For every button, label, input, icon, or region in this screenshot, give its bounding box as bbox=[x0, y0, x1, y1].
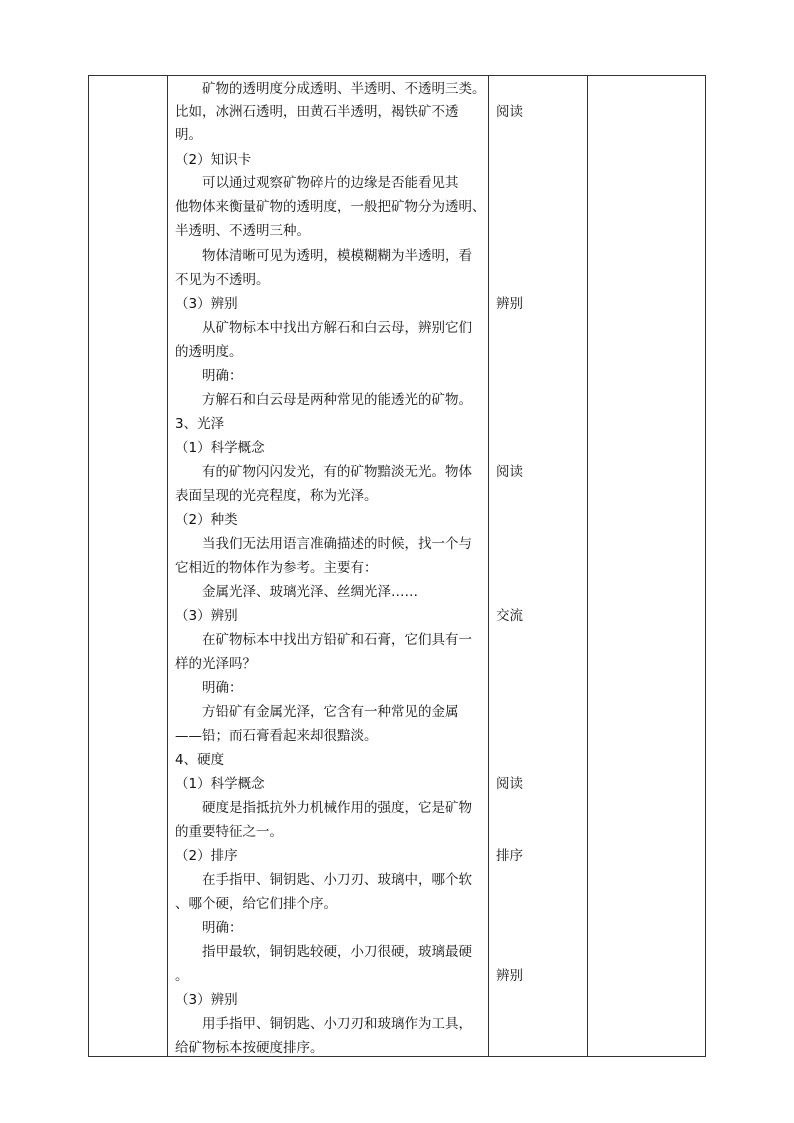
content-line: （3）辨别 bbox=[175, 608, 238, 624]
content-line: 他物体来衡量矿物的透明度，一般把矿物分为透明、 bbox=[175, 199, 486, 215]
content-line: （2）种类 bbox=[175, 512, 238, 528]
content-line: 用手指甲、铜钥匙、小刀刃和玻璃作为工具， bbox=[202, 1016, 472, 1032]
content-line: 。 bbox=[175, 968, 189, 984]
content-line: 比如，冰洲石透明，田黄石半透明，褐铁矿不透 bbox=[175, 104, 459, 120]
column-divider-3 bbox=[587, 76, 588, 1056]
content-line: 指甲最软，铜钥匙较硬，小刀很硬，玻璃最硬 bbox=[202, 944, 472, 960]
content-line: 4、硬度 bbox=[175, 752, 225, 768]
content-line: 给矿物标本按硬度排序。 bbox=[175, 1040, 324, 1056]
activity-label: 辨别 bbox=[496, 296, 523, 312]
content-line: 在手指甲、铜钥匙、小刀刃、玻璃中，哪个软 bbox=[202, 872, 472, 888]
content-line: 物体清晰可见为透明，模模糊糊为半透明，看 bbox=[202, 248, 472, 264]
content-line: 可以通过观察矿物碎片的边缘是否能看见其 bbox=[202, 175, 459, 191]
content-line: 明。 bbox=[175, 127, 202, 143]
activity-label: 阅读 bbox=[496, 464, 523, 480]
content-line: 3、光泽 bbox=[175, 416, 225, 432]
content-line: （3）辨别 bbox=[175, 296, 238, 312]
content-line: 方铅矿有金属光泽，它含有一种常见的金属 bbox=[202, 704, 459, 720]
content-line: 金属光泽、玻璃光泽、丝绸光泽…… bbox=[202, 584, 418, 600]
content-line: 表面呈现的光亮程度，称为光泽。 bbox=[175, 488, 378, 504]
content-line: 矿物的透明度分成透明、半透明、不透明三类。 bbox=[202, 81, 486, 97]
column-divider-2 bbox=[488, 76, 489, 1056]
content-line: 的透明度。 bbox=[175, 344, 243, 360]
lesson-table bbox=[88, 75, 706, 1057]
activity-label: 辨别 bbox=[496, 968, 523, 984]
content-line: （3）辨别 bbox=[175, 992, 238, 1008]
content-line: （2）排序 bbox=[175, 848, 238, 864]
activity-label: 阅读 bbox=[496, 776, 523, 792]
content-line: 不见为不透明。 bbox=[175, 272, 270, 288]
content-line: 硬度是指抵抗外力机械作用的强度，它是矿物 bbox=[202, 800, 472, 816]
content-line: 它相近的物体作为参考。主要有： bbox=[175, 560, 378, 576]
content-line: 样的光泽吗？ bbox=[175, 656, 256, 672]
content-line: （1）科学概念 bbox=[175, 440, 265, 456]
content-line: 有的矿物闪闪发光，有的矿物黯淡无光。物体 bbox=[202, 464, 472, 480]
activity-label: 阅读 bbox=[496, 104, 523, 120]
content-line: 当我们无法用语言准确描述的时候，找一个与 bbox=[202, 536, 472, 552]
activity-label: 排序 bbox=[496, 848, 523, 864]
content-line: 明确： bbox=[202, 368, 243, 384]
content-line: 方解石和白云母是两种常见的能透光的矿物。 bbox=[202, 392, 472, 408]
content-line: 、哪个硬，给它们排个序。 bbox=[175, 896, 337, 912]
content-line: 明确： bbox=[202, 920, 243, 936]
content-line: ——铅；而石膏看起来却很黯淡。 bbox=[175, 728, 378, 744]
activity-label: 交流 bbox=[496, 608, 523, 624]
content-line: 明确： bbox=[202, 680, 243, 696]
content-line: 半透明、不透明三种。 bbox=[175, 223, 310, 239]
content-line: （2）知识卡 bbox=[175, 152, 252, 168]
content-line: 从矿物标本中找出方解石和白云母，辨别它们 bbox=[202, 320, 472, 336]
content-line: 的重要特征之一。 bbox=[175, 824, 283, 840]
content-line: （1）科学概念 bbox=[175, 776, 265, 792]
column-divider-1 bbox=[167, 76, 168, 1056]
content-line: 在矿物标本中找出方铅矿和石膏，它们具有一 bbox=[202, 632, 472, 648]
